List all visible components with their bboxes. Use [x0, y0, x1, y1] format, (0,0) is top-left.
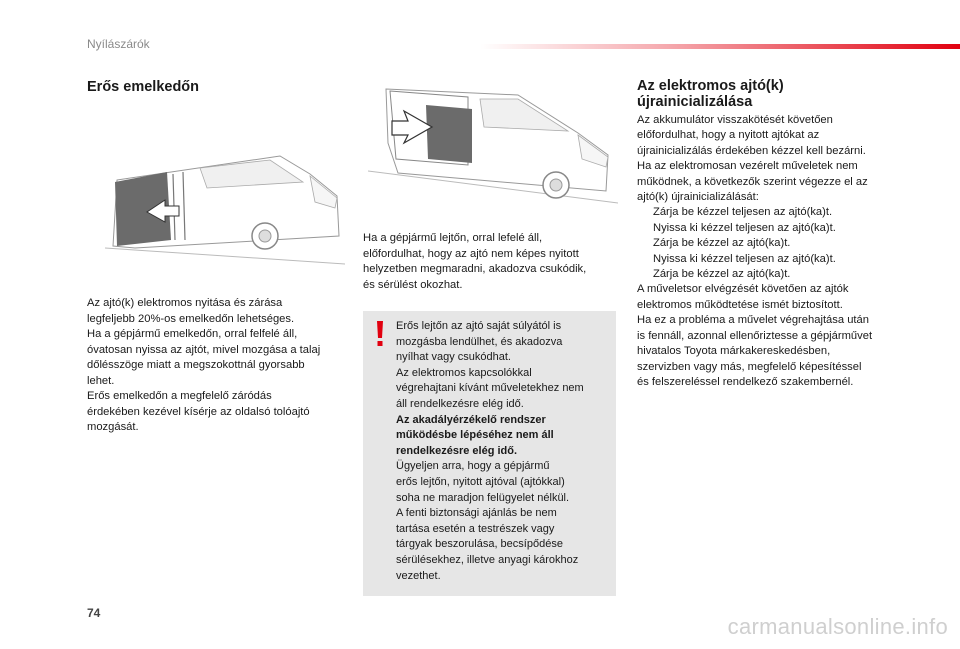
step-item: Zárja be kézzel az ajtó(ka)t.: [653, 268, 791, 281]
van-downhill-illustration: [368, 83, 618, 205]
warning-box: [363, 311, 616, 596]
left-section-title: Erős emelkedőn: [87, 79, 200, 95]
exclamation-warning-icon: [374, 321, 386, 347]
step-item: Nyissa ki kézzel teljesen az ajtó(ka)t.: [653, 252, 836, 265]
section-label: Nyílászárók: [87, 37, 150, 51]
middle-body-text: Ha a gépjármű lejtőn, orral lefelé áll, előfordulhat, hogy az ajtó nem képes nyitott helyzetben megmaradni, akadozva csukódik, és sérülést okozhat.: [363, 232, 587, 291]
step-item: Nyissa ki kézzel teljesen az ajtó(ka)t.: [653, 221, 836, 234]
header-accent-bar: [480, 44, 960, 49]
right-body-text: Az akkumulátor visszakötését követően előfordulhat, hogy a nyitott ajtókat az újrainicializálás érdekében kézzel kell bezárni. Ha az elektromosan vezérelt műveletek nem működnek, a következők szerint végezze el az ajtó(k) újrainicializálását: Zárja be kézzel teljesen az ajtó(ka)t. Nyissa ki kézzel teljesen az ajtó(ka)t. Zárja be kézzel az ajtó(ka)t. Nyissa ki kézzel teljesen az ajtó(ka)t. Zárja be kézzel az ajtó(ka)t. A műveletsor elvégzését követően az ajtók elektromos működtetése ismét biztosított. Ha ez a probléma a művelet végrehajtása után is fennáll, azonnal ellenőriztesse a gépjárművet hivatalos Toyota márkakereskedésben, szervizben vagy más, megfelelő képesítéssel és felszereléssel rendelkező szakembernél.: [637, 114, 873, 388]
right-section-title: Az elektromos ajtó(k) újrainicializálása: [637, 78, 784, 110]
watermark: carmanualsonline.info: [727, 614, 948, 639]
step-item: Zárja be kézzel az ajtó(ka)t.: [653, 237, 791, 250]
left-body-text: Az ajtó(k) elektromos nyitása és zárása legfeljebb 20%-os emelkedőn lehetséges. Ha a gépjármű emelkedőn, orral felfelé áll, óvatosan nyissa az ajtót, mivel mozgása a talaj dőlésszöge miatt a megszokottnál gyorsabb lehet. Erős emelkedőn a megfelelő záródás érdekében kezével kísérje az oldalsó tolóajtó mozgását.: [87, 297, 321, 433]
van-uphill-illustration: [105, 148, 345, 266]
page-number: 74: [87, 606, 101, 620]
step-item: Zárja be kézzel teljesen az ajtó(ka)t.: [653, 206, 833, 219]
warning-text: Erős lejtőn az ajtó saját súlyától is mozgásba lendülhet, és akadozva nyílhat vagy csukódhat. Az elektromos kapcsolókkal végrehajtani kívánt műveletekhez nem áll rendelkezésre elég idő. Az akadályérzékelő rendszer működésbe lépéséhez nem áll rendelkezésre elég idő. Ügyeljen arra, hogy a gépjármű erős lejtőn, nyitott ajtóval (ajtókkal) soha ne maradjon felügyelet nélkül. A fenti biztonsági ajánlás be nem tartása esetén a testrészek vagy tárgyak beszorulása, becsípődése sérülésekhez, illetve anyagi károkhoz vezethet.: [396, 320, 584, 582]
